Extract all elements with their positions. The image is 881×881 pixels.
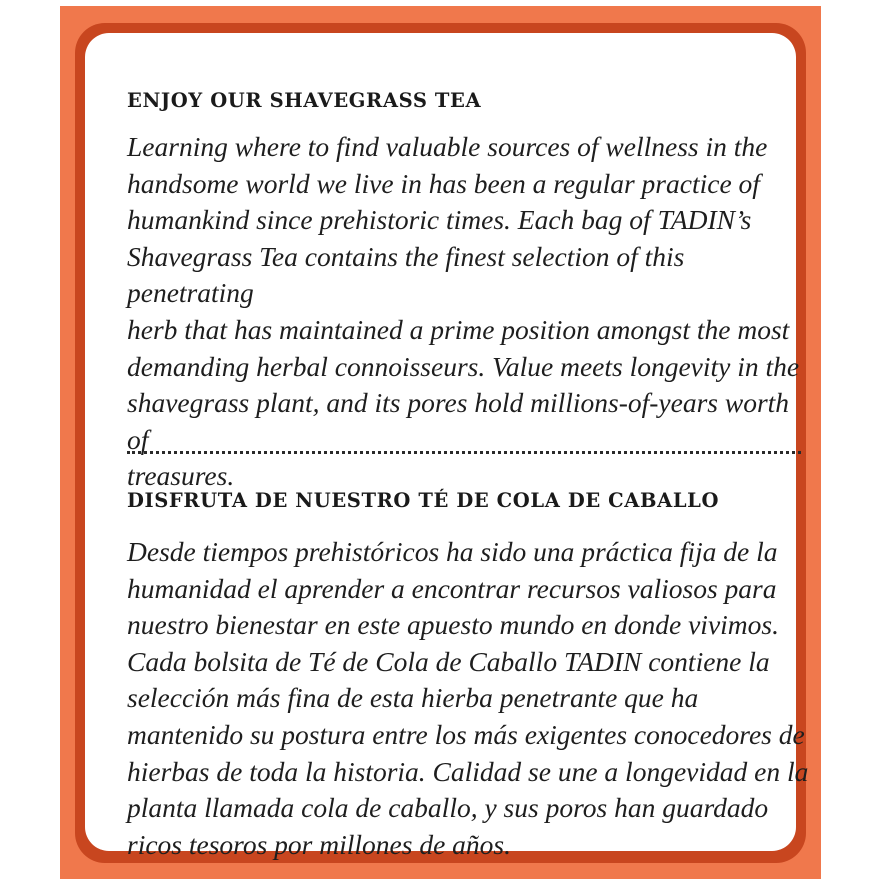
package-panel	[60, 6, 821, 879]
spanish-heading: DISFRUTA DE NUESTRO TÉ DE COLA DE CABALLO	[127, 489, 720, 512]
english-heading: ENJOY OUR SHAVEGRASS TEA	[127, 89, 482, 112]
dotted-divider	[127, 451, 801, 454]
text-card	[85, 33, 809, 860]
card-frame	[75, 23, 809, 863]
spanish-paragraph: Desde tiempos prehistóricos ha sido una práctica fija de la humanidad el aprender a encontrar recursos valiosos para nuestro bienestar en este apuesto mundo en donde vivimos. Cada bolsita de Té de Cola de Caballo TADIN contiene la selección más fina de esta hierba penetrante que ha mantenido su postura entre los más exigentes conocedores de hierbas de toda la historia. Calidad se une a longevidad en la planta llamada cola de caballo, y sus poros han guardado ricos tesoros por millones de años.	[127, 536, 809, 860]
english-paragraph: Learning where to find valuable sources of wellness in the handsome world we live in has been a regular practice of humankind since prehistoric times. Each bag of TADIN’s Shavegrass Tea contains the finest selection of this penetrating herb that has maintained a prime position amongst the most demanding herbal connoisseurs. Value meets longevity in the shavegrass plant, and its pores hold millions-of-years worth of treasures.	[127, 131, 800, 492]
